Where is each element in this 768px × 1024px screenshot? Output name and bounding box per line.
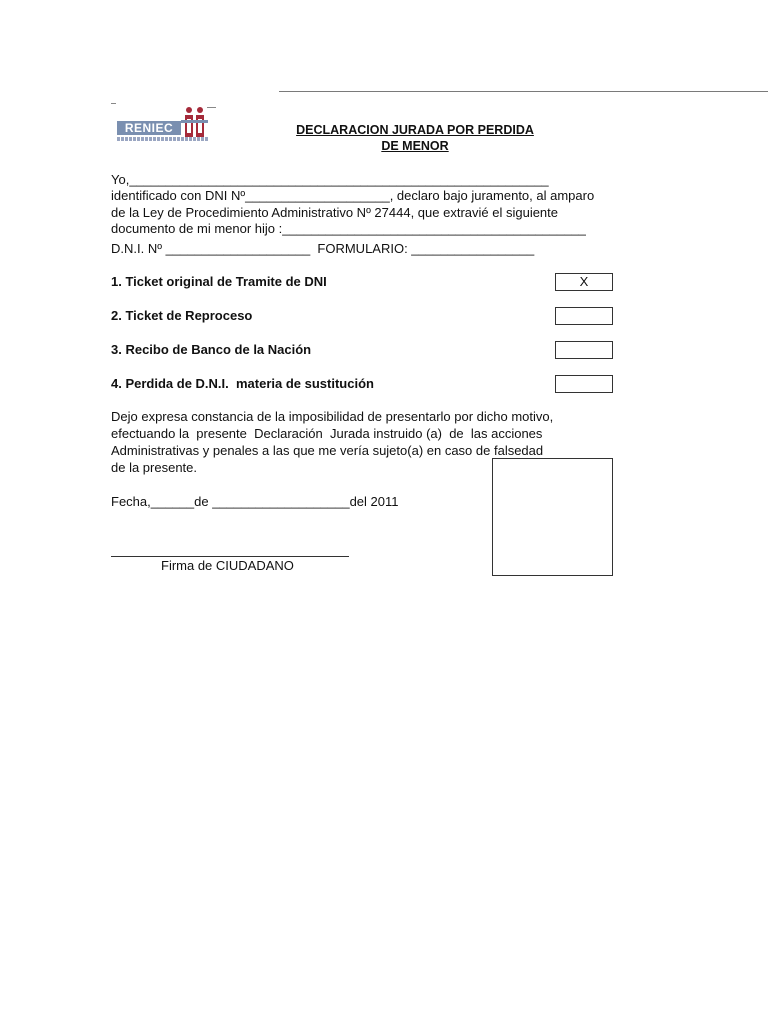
- signature-line: [111, 556, 349, 557]
- item-label-3: 3. Recibo de Banco de la Nación: [111, 342, 312, 357]
- logo-name: RENIEC: [117, 121, 181, 135]
- item-label-1: 1. Ticket original de Tramite de DNI: [111, 274, 327, 289]
- signature-label: Firma de CIUDADANO: [161, 558, 294, 573]
- item-label-4: 4. Perdida de D.N.I. materia de sustitución: [111, 376, 374, 391]
- logo-tagline: [117, 137, 209, 141]
- item-checkbox-4[interactable]: [555, 375, 613, 393]
- page-title: [280, 122, 550, 154]
- body-line-ley: de la Ley de Procedimiento Administrativo Nº 27444, que extravié el siguiente: [111, 205, 559, 220]
- body-line-dni: identificado con DNI Nº____________________, declaro bajo juramento, al amparo: [111, 188, 595, 203]
- declaration-line-4: de la presente.: [111, 460, 198, 475]
- date-line: Fecha,______de ___________________del 2011: [111, 494, 399, 509]
- title-line-1: DECLARACION JURADA POR PERDIDA: [296, 123, 534, 137]
- declaration-line-3: Administrativas y penales a las que me vería sujeto(a) en caso de falsedad: [111, 443, 544, 458]
- logo-mark-left: [111, 103, 116, 104]
- body-line-yo: Yo,__________________________________________________________: [111, 172, 549, 187]
- declaration-line-2: efectuando la presente Declaración Jurada instruido (a) de las acciones: [111, 426, 543, 441]
- item-label-2: 2. Ticket de Reproceso: [111, 308, 253, 323]
- title-line-2: DE MENOR: [381, 139, 449, 153]
- body-line-formulario: D.N.I. Nº ____________________ FORMULARIO: _________________: [111, 241, 535, 256]
- photo-box: [492, 458, 613, 576]
- item-checkbox-3[interactable]: [555, 341, 613, 359]
- item-checkbox-1[interactable]: X: [555, 273, 613, 291]
- item-checkbox-2[interactable]: [555, 307, 613, 325]
- header-rule: [279, 91, 768, 92]
- reniec-logo: [111, 102, 217, 144]
- body-line-documento: documento de mi menor hijo :__________________________________________: [111, 221, 586, 236]
- reniec-figures-icon: [181, 106, 209, 138]
- declaration-line-1: Dejo expresa constancia de la imposibilidad de presentarlo por dicho motivo,: [111, 409, 554, 424]
